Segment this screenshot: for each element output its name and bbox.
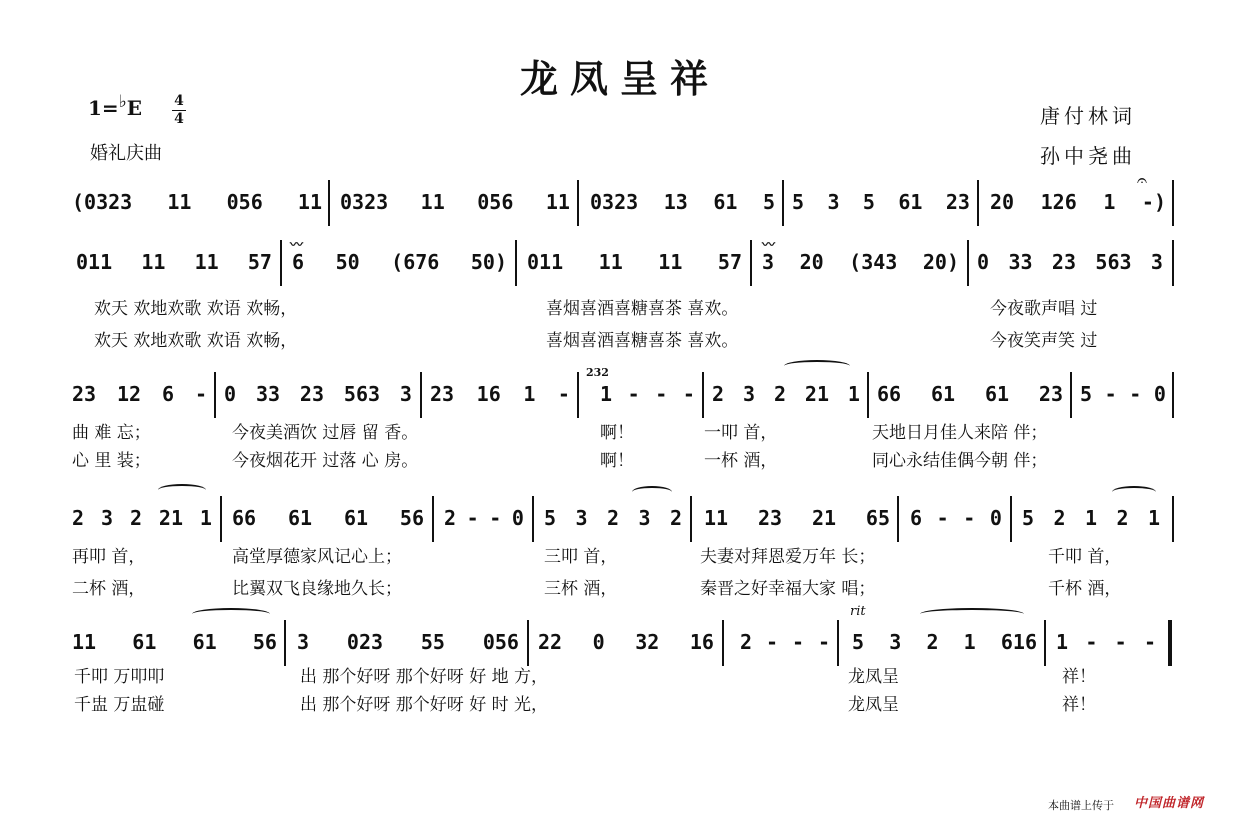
lyric-phrase: 一叩 首， [704, 423, 778, 443]
score-row-3 [72, 366, 1176, 418]
note-group: 3 [297, 630, 310, 654]
note-group: 2 [72, 506, 85, 530]
note-group: - [1104, 382, 1117, 406]
note-group: - [817, 630, 830, 654]
note-group: 23 [430, 382, 455, 406]
note-group: 2 [444, 506, 457, 530]
note-group: 61 [287, 506, 313, 530]
key-prefix: 1= [88, 96, 119, 120]
barline [722, 620, 724, 666]
note-group: 66 [232, 506, 257, 530]
barline [532, 496, 534, 542]
ritardando-mark: rit [850, 604, 866, 619]
barline [1172, 372, 1174, 418]
note-group: 6 [292, 250, 305, 274]
note-group: 2 [606, 506, 620, 530]
barline [690, 496, 692, 542]
meter-bottom: 4 [174, 111, 184, 127]
note-group: 33 [255, 382, 281, 406]
note-group: 2 [926, 630, 939, 654]
measure [527, 250, 742, 278]
mordent-icon: 〰 [762, 238, 776, 253]
note-group: 55 [420, 630, 445, 654]
note-group: 3 [638, 506, 651, 530]
note-group: 563 [343, 382, 381, 406]
lyric-phrase: 千杯 酒， [1048, 579, 1122, 599]
note-group: 0 [989, 506, 1002, 530]
note-group: 1 [199, 506, 212, 530]
note-group: - [489, 506, 502, 530]
barline [432, 496, 434, 542]
note-group: 13 [663, 190, 688, 214]
lyric-phrase: 再叩 首， [72, 547, 146, 567]
note-group: 23 [757, 506, 783, 530]
note-group: 5 [762, 190, 775, 214]
note-group: 1 [963, 630, 976, 654]
note-group: 2 [669, 506, 682, 530]
note-group: 11 [545, 190, 570, 214]
note-group: 23 [1038, 382, 1063, 406]
note-group: 1 [1056, 630, 1069, 654]
note-group: 20) [922, 250, 959, 274]
measure [600, 382, 695, 410]
lyric-phrase: 三叩 首， [544, 547, 618, 567]
note-group: 61 [192, 630, 217, 654]
note-group: 61 [713, 190, 738, 214]
score-row-4 [72, 496, 1176, 542]
note-group: 2 [1053, 506, 1066, 530]
note-group: (343 [849, 250, 898, 274]
time-signature [172, 94, 186, 127]
note-group: 0 [1153, 382, 1166, 406]
note-group: 6 [162, 382, 175, 406]
measure [1080, 382, 1166, 410]
slur [192, 608, 270, 620]
lyric-phrase: 天地日月佳人来陪 伴； [872, 423, 1048, 443]
note-group: 3 [575, 506, 588, 530]
lyrics-row-2b [72, 446, 1176, 470]
barline [527, 620, 529, 666]
note-group: 2 [1116, 506, 1129, 530]
composer-credit: 孙中尧曲 [1040, 144, 1136, 168]
note-group: - [655, 382, 668, 406]
barline [1044, 620, 1046, 666]
note-group: 3 [399, 382, 412, 406]
note-group: - [557, 382, 570, 406]
note-group: - [936, 506, 949, 530]
lyric-phrase: 三杯 酒， [544, 579, 618, 599]
note-group: - [765, 630, 779, 654]
lyric-phrase: 喜烟喜酒喜糖喜茶 喜欢。 [546, 331, 739, 351]
measure [232, 506, 424, 534]
meter-top: 4 [174, 93, 184, 109]
barline [1172, 180, 1174, 226]
note-group: 5 [1022, 506, 1035, 530]
note-group: 0323 [590, 190, 639, 214]
note-group: 1 [1103, 190, 1116, 214]
lyric-phrase: 千叩 万叩叩 [74, 667, 165, 687]
note-group: 056 [226, 190, 263, 214]
note-group: - [466, 506, 479, 530]
note-group: 0323 [340, 190, 389, 214]
slur [158, 484, 206, 496]
lyric-phrase: 高堂厚德家风记心上； [232, 547, 402, 567]
lyric-phrase: 欢天 欢地欢歌 欢语 欢畅， [94, 331, 298, 351]
note-group: 21 [811, 506, 837, 530]
note-group: 616 [1000, 630, 1037, 654]
measure [1056, 630, 1156, 658]
note-group: 2 [740, 630, 753, 654]
final-barline [1168, 620, 1172, 666]
measure [72, 190, 322, 218]
slur [920, 608, 1024, 620]
lyric-phrase: 今夜烟花开 过落 心 房。 [232, 451, 419, 471]
measure [704, 506, 890, 534]
lyric-phrase: 今夜歌声唱 过 [990, 299, 1098, 319]
site-logo[interactable]: 中国曲谱网 [1134, 796, 1205, 811]
note-group: 3 [100, 506, 114, 530]
measure [762, 250, 959, 278]
note-group: 66 [877, 382, 902, 406]
note-group: 61 [984, 382, 1010, 406]
lyric-phrase: 今夜美酒饮 过唇 留 香。 [232, 423, 419, 443]
note-group: 5 [544, 506, 557, 530]
key-note: E [126, 96, 142, 120]
note-group: 5 [852, 630, 865, 654]
lyricist-credit: 唐付林词 [1040, 104, 1136, 128]
note-group: 6 [910, 506, 923, 530]
note-group: 0 [592, 630, 605, 654]
measure [877, 382, 1063, 410]
barline [1172, 496, 1174, 542]
lyric-phrase: 比翼双飞良缘地久长； [232, 579, 402, 599]
measure [444, 506, 524, 534]
note-group: 56 [252, 630, 277, 654]
lyric-phrase: 二杯 酒， [72, 579, 146, 599]
lyric-phrase: 今夜笑声笑 过 [990, 331, 1098, 351]
note-group: 011 [76, 250, 113, 274]
note-group: - [627, 382, 640, 406]
lyric-phrase: 龙凤呈 [848, 667, 899, 687]
note-group: 1 [847, 382, 860, 406]
barline [897, 496, 899, 542]
note-group: 1 [600, 382, 613, 406]
note-group: 3 [1150, 250, 1163, 274]
note-group: (0323 [72, 190, 133, 214]
note-group: 023 [346, 630, 384, 654]
note-group: 61 [343, 506, 369, 530]
measure [224, 382, 412, 410]
note-group: 61 [930, 382, 956, 406]
note-group: 23 [1051, 250, 1077, 274]
barline [577, 372, 579, 418]
score-row-5 [72, 604, 1176, 666]
lyric-phrase: 啊！ [600, 451, 634, 471]
flat-symbol: ♭ [118, 92, 127, 112]
barline [750, 240, 752, 286]
barline [420, 372, 422, 418]
lyric-phrase: 出 那个好呀 那个好呀 好 时 光， [300, 695, 549, 715]
barline [977, 180, 979, 226]
note-group: 32 [635, 630, 660, 654]
note-group: 11 [297, 190, 322, 214]
note-group: 5 [1080, 382, 1093, 406]
lyrics-row-3a [72, 542, 1176, 566]
note-group: 3 [742, 382, 756, 406]
note-group: 11 [420, 190, 445, 214]
lyrics-row-4b [72, 690, 1176, 714]
note-group: 11 [598, 250, 623, 274]
measure [292, 250, 507, 278]
note-group: 12 [117, 382, 142, 406]
note-group: 1 [1147, 506, 1160, 530]
note-group: 3 [889, 630, 902, 654]
barline [867, 372, 869, 418]
note-group: 11 [141, 250, 166, 274]
note-group: 11 [658, 250, 683, 274]
measure [740, 630, 830, 658]
note-group: 20 [990, 190, 1015, 214]
barline [577, 180, 579, 226]
lyrics-row-3b [72, 574, 1176, 598]
score-row-1 [72, 170, 1176, 226]
note-group: 61 [898, 190, 923, 214]
measure [76, 250, 272, 278]
slur [784, 360, 850, 372]
lyrics-row-2a [72, 418, 1176, 442]
measure [977, 250, 1163, 278]
note-group: 0 [977, 250, 990, 274]
key-signature [88, 92, 142, 120]
barline [328, 180, 330, 226]
note-group: 65 [865, 506, 890, 530]
lyric-phrase: 千盅 万盅碰 [74, 695, 165, 715]
note-group: 56 [399, 506, 424, 530]
barline [1010, 496, 1012, 542]
barline [214, 372, 216, 418]
barline [702, 372, 704, 418]
barline [1070, 372, 1072, 418]
note-group: 0 [511, 506, 524, 530]
note-group: 61 [132, 630, 157, 654]
note-group: 20 [799, 250, 824, 274]
note-group: 126 [1040, 190, 1077, 214]
upload-notice: 本曲谱上传于 [1048, 799, 1114, 812]
note-group: 33 [1008, 250, 1033, 274]
score-row-2 [72, 240, 1176, 286]
note-group: 21 [158, 506, 183, 530]
lyric-phrase: 千叩 首， [1048, 547, 1122, 567]
lyric-phrase: 夫妻对拜恩爱万年 长； [700, 547, 876, 567]
note-group: 2 [712, 382, 725, 406]
note-group: 1 [523, 382, 536, 406]
note-group: 3 [762, 250, 775, 274]
note-group: - [1085, 630, 1098, 654]
note-group: - [1143, 630, 1156, 654]
note-group: 50) [470, 250, 507, 274]
measure [712, 382, 860, 410]
barline [280, 240, 282, 286]
note-group: 11 [194, 250, 219, 274]
slur [632, 486, 672, 498]
lyric-phrase: 祥！ [1062, 695, 1096, 715]
fermata-icon: 𝄐 [1137, 170, 1148, 191]
note-group: 11 [704, 506, 729, 530]
measure [340, 190, 570, 218]
measure [1022, 506, 1160, 534]
note-group: 056 [477, 190, 514, 214]
note-group: - [194, 382, 207, 406]
barline [220, 496, 222, 542]
note-group: 5 [792, 190, 805, 214]
barline [782, 180, 784, 226]
note-group: 57 [247, 250, 272, 274]
note-group: 563 [1095, 250, 1132, 274]
lyric-phrase: 曲 难 忘； [72, 423, 151, 443]
lyric-phrase: 啊！ [600, 423, 634, 443]
measure [538, 630, 714, 658]
note-group: 22 [538, 630, 563, 654]
note-group: 23 [72, 382, 97, 406]
lyric-phrase: 心 里 装； [72, 451, 151, 471]
measure [72, 630, 277, 658]
note-group: 11 [72, 630, 97, 654]
barline [837, 620, 839, 666]
note-group: 23 [945, 190, 970, 214]
note-group: 16 [689, 630, 714, 654]
lyric-phrase: 同心永结佳偶今朝 伴； [872, 451, 1048, 471]
lyric-phrase: 一杯 酒， [704, 451, 778, 471]
barline [967, 240, 969, 286]
lyric-phrase: 祥！ [1062, 667, 1096, 687]
note-group: 50 [335, 250, 360, 274]
note-group: 056 [482, 630, 519, 654]
measure [72, 506, 212, 534]
lyric-phrase: 欢天 欢地欢歌 欢语 欢畅， [94, 299, 298, 319]
note-group: 011 [527, 250, 564, 274]
note-group: - [791, 630, 805, 654]
mordent-icon: 〰 [290, 238, 304, 253]
note-group: - [1114, 630, 1127, 654]
note-group: 23 [299, 382, 325, 406]
note-group: 0 [224, 382, 237, 406]
measure [852, 630, 1037, 658]
measure [297, 630, 519, 658]
lyric-phrase: 出 那个好呀 那个好呀 好 地 方， [300, 667, 549, 687]
note-group: 2 [773, 382, 786, 406]
style-label: 婚礼庆曲 [90, 143, 162, 164]
note-group: -) [1141, 190, 1166, 214]
note-group: 57 [717, 250, 742, 274]
note-group: 5 [862, 190, 875, 214]
measure [792, 190, 970, 218]
measure [910, 506, 1002, 534]
lyric-phrase: 秦晋之好幸福大家 唱； [700, 579, 876, 599]
note-group: 21 [804, 382, 829, 406]
note-group: - [682, 382, 695, 406]
note-group: 16 [476, 382, 501, 406]
note-group: 1 [1084, 506, 1098, 530]
measure [72, 382, 207, 410]
barline [1172, 240, 1174, 286]
note-group: (676 [391, 250, 440, 274]
note-group: - [963, 506, 976, 530]
lyric-phrase: 喜烟喜酒喜糖喜茶 喜欢。 [546, 299, 739, 319]
slur [1112, 486, 1156, 498]
note-group: 2 [129, 506, 142, 530]
song-title: 龙凤呈祥 [519, 57, 720, 101]
lyrics-row-1a [72, 294, 1176, 318]
barline [515, 240, 517, 286]
note-group: 11 [167, 190, 192, 214]
lyrics-row-1b [72, 326, 1176, 350]
measure [430, 382, 570, 410]
note-group: - [1129, 382, 1142, 406]
triplet-grace-notes: 232 [586, 366, 609, 379]
measure [990, 190, 1166, 218]
measure [544, 506, 682, 534]
lyric-phrase: 龙凤呈 [848, 695, 899, 715]
measure [590, 190, 775, 218]
barline [284, 620, 286, 666]
lyrics-row-4a [72, 662, 1176, 686]
note-group: 3 [827, 190, 840, 214]
